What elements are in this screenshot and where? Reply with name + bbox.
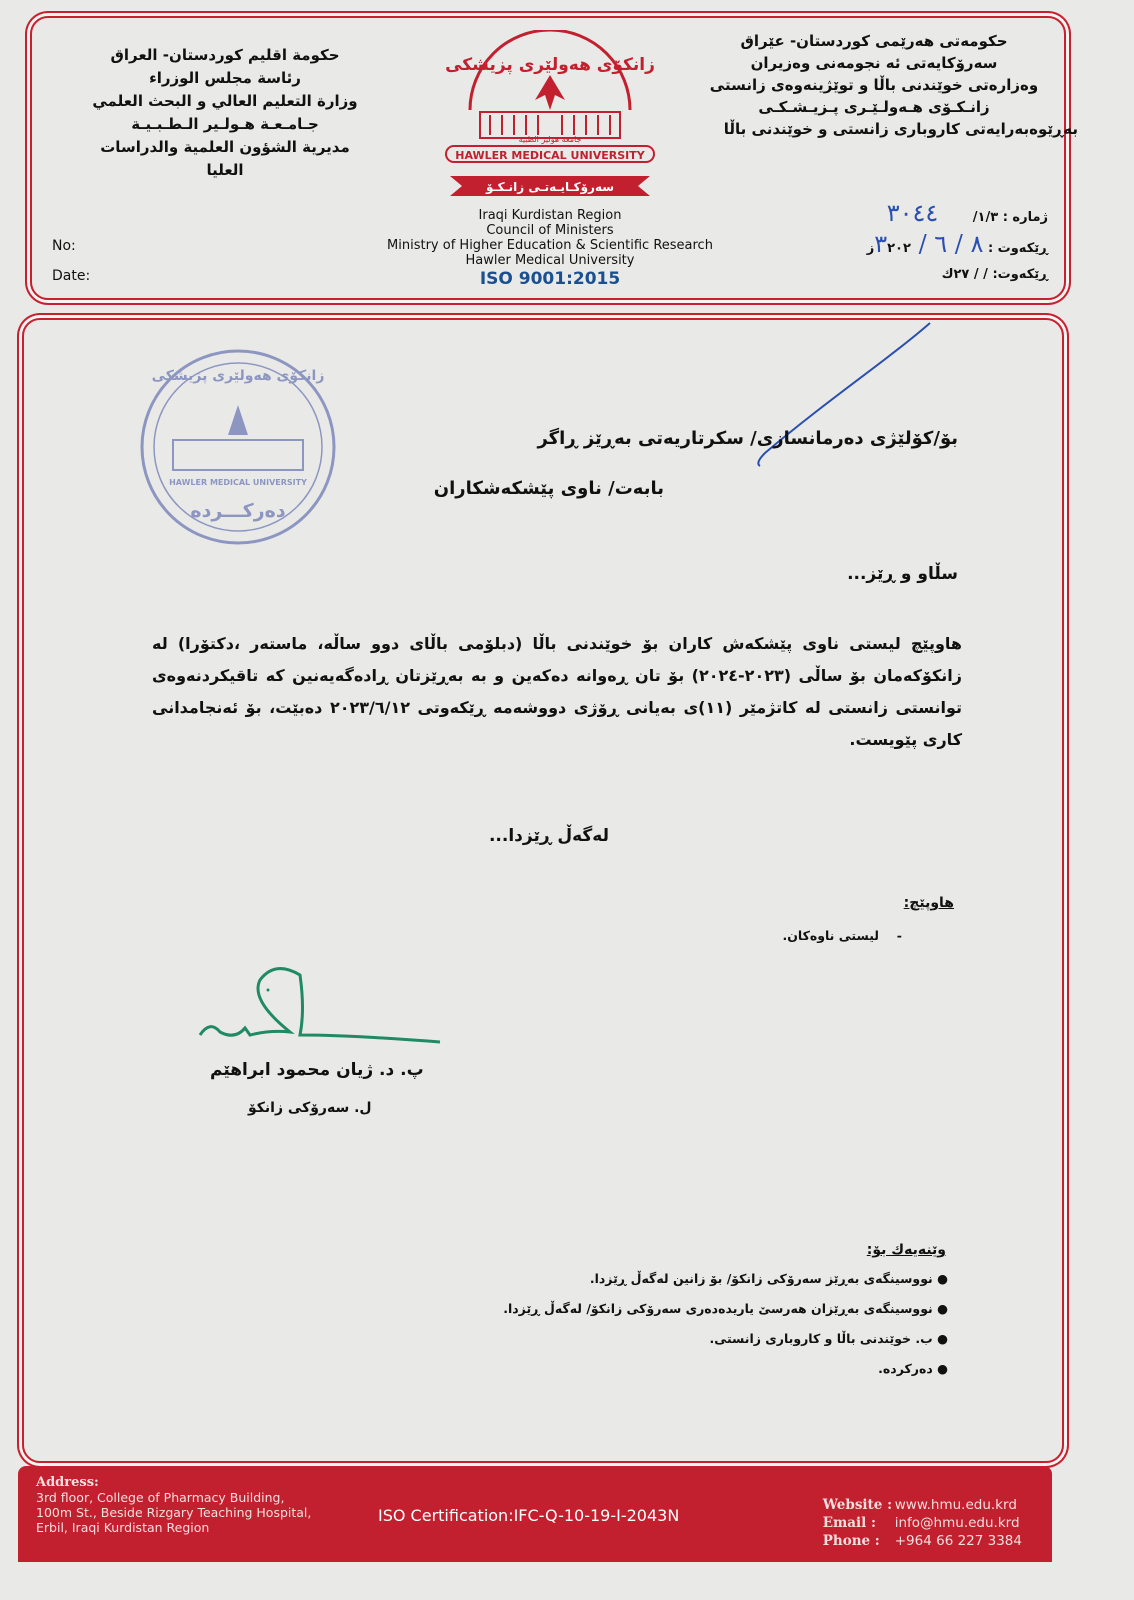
kurdish-header xyxy=(694,30,1078,140)
header-line: وزارة التعليم العالي و البحث العلمي xyxy=(92,92,358,110)
university-logo xyxy=(440,30,660,210)
cc-item-text: نووسینگەی بەڕێزان هەرسێ یاریدەدەری سەرۆکی زانکۆ/ لەگەڵ ڕێزدا. xyxy=(503,1301,933,1316)
signer-title: ل. سەرۆکی زانکۆ xyxy=(248,1100,372,1116)
header-line: سەرۆکایەتی ئه نجومەنی وەزیران xyxy=(750,54,998,72)
header-line: Iraqi Kurdistan Region xyxy=(478,208,622,223)
date-label-kurdish-2: ڕێکەوت: xyxy=(992,267,1048,282)
address-line: 3rd floor, College of Pharmacy Building, xyxy=(36,1490,285,1505)
cc-item: ● نووسینگەی بەڕێز سەرۆکی زانکۆ/ بۆ زانین لەگەڵ ڕێزدا. xyxy=(589,1271,948,1286)
address-line: Erbil, Iraqi Kurdistan Region xyxy=(36,1520,210,1535)
address-label: Address: xyxy=(36,1475,99,1490)
email-label: Email : xyxy=(822,1515,876,1531)
email-link[interactable]: info@hmu.edu.krd xyxy=(894,1515,1020,1531)
date-handwritten: ٨ / ٦ / ٣ xyxy=(874,230,984,258)
logo-arabic-text: جامعة هولير الطبية xyxy=(518,135,582,144)
date-empty: / / ٢٧ك xyxy=(941,267,988,282)
cc-title: وێنەیەك بۆ: xyxy=(866,1242,946,1258)
reference-block xyxy=(798,200,1048,288)
letter-body: هاوپێچ لیستی ناوی پێشکەش کاران بۆ خوێندنی باڵا (دبلۆمی باڵای دوو ساڵە، ماستەر ،دکتۆرا) لە زانکۆکەمان بۆ ساڵی (٢٠٢٣-٢٠٢٤) بۆ تان ڕەوانە دەکەین و بە بەڕێزتان ڕادەگەیەنین کە تاقیکردنەوەی توانستی زانستی لە کاتژمێر (١١)ی بەیانی ڕۆژی دووشەمە ڕێکەوتی ٢٠٢٣/٦/١٢ دەبێت، بۆ ئەنجامدانی کاری پێویست. xyxy=(152,634,963,749)
header-line: Hawler Medical University xyxy=(465,253,635,268)
english-header xyxy=(380,208,720,287)
footer-band xyxy=(18,1466,1052,1562)
stamp-top-text: زانکۆی هەولێری پزیشکی xyxy=(151,368,325,384)
subject: بابەت/ ناوی پێشکەشکاران xyxy=(433,478,664,499)
recipient: بۆ/کۆلێژی دەرمانسازی/ سکرتاریەتی بەڕێز ڕاگر xyxy=(537,428,958,449)
header-line: رئاسة مجلس الوزراء xyxy=(149,69,301,87)
stamp-inner-text: HAWLER MEDICAL UNIVERSITY xyxy=(169,478,307,487)
stamp-bottom-text: دەرکـــردە xyxy=(190,500,286,522)
arabic-header xyxy=(80,44,370,182)
signature xyxy=(190,960,450,1055)
header-line: زانـكـۆی هـەولـێـری پـزیـشـكـی xyxy=(758,98,990,116)
cc-item-text: ب. خوێندنی باڵا و کاروباری زانستی. xyxy=(709,1331,933,1346)
logo-english-text: HAWLER MEDICAL UNIVERSITY xyxy=(455,149,645,162)
date-label: Date: xyxy=(52,268,91,284)
header-line: وەزارەتی خوێندنی باڵا و توێژینەوەی زانستی xyxy=(709,76,1039,94)
website-label: Website : xyxy=(822,1497,893,1513)
attachment-dash: - xyxy=(896,928,902,943)
header-line: Ministry of Higher Education & Scientific Research xyxy=(387,238,713,253)
iso-label: ISO 9001:2015 xyxy=(479,269,621,289)
header-line: مديرية الشؤون العلمية والدراسات العليا xyxy=(100,138,350,179)
iso-certification: ISO Certification:IFC-Q-10-19-I-2043N xyxy=(378,1506,680,1525)
no-label: No: xyxy=(52,238,76,254)
header-line: حكومة اقليم كوردستان- العراق xyxy=(110,46,340,64)
banner-text: سەرۆكـايـەتـی زانـكـۆ xyxy=(485,180,615,194)
address-line: 100m St., Beside Rizgary Teaching Hospital, xyxy=(36,1505,312,1520)
attachment-item: لیستی ناوەکان. xyxy=(782,928,879,943)
cc-list xyxy=(503,1264,948,1384)
logo-kurdish-text: زانکۆی هەولێری پزیشکی xyxy=(445,55,655,75)
ref-number-handwritten: ٣٠٤٤ xyxy=(886,199,939,227)
greeting: سڵاو و ڕێز... xyxy=(847,564,958,584)
cc-item-text: نووسینگەی بەڕێز سەرۆکی زانکۆ/ بۆ زانین لەگەڵ ڕێزدا. xyxy=(589,1271,933,1286)
header-line: جـامـعـة هـولـير الـطـبـيـة xyxy=(131,115,319,133)
header-line: حکومەتی هەرێمی کوردستان- عێراق xyxy=(740,32,1008,50)
website-link[interactable]: www.hmu.edu.krd xyxy=(894,1497,1017,1513)
phone-number: +964 66 227 3384 xyxy=(894,1533,1022,1549)
cc-item: ● ب. خوێندنی باڵا و کاروباری زانستی. xyxy=(709,1331,948,1346)
cc-item: ● نووسینگەی بەڕێزان هەرسێ یاریدەدەری سەرۆکی زانکۆ/ لەگەڵ ڕێزدا. xyxy=(503,1301,948,1316)
ref-number-label: ژمارە : ١/٣/ xyxy=(972,210,1048,225)
phone-label: Phone : xyxy=(822,1533,880,1549)
header-line: بەڕێوەبەرایەتی کاروباری زانستی و خوێندنی باڵا xyxy=(723,120,1078,138)
official-stamp xyxy=(138,345,338,550)
footer-contacts xyxy=(823,1496,1022,1550)
cc-item: ● دەرکردە. xyxy=(878,1361,948,1376)
cc-item-text: دەرکردە. xyxy=(878,1361,933,1376)
closing: لەگەڵ ڕێزدا... xyxy=(488,826,609,846)
header-line: Council of Ministers xyxy=(486,223,614,238)
signer-name: پ. د. ژیان محمود ابراهێم xyxy=(210,1060,424,1080)
attachment-title: هاوپێچ: xyxy=(903,895,954,911)
date-suffix: ٢٠٢ز xyxy=(866,241,911,256)
footer-address xyxy=(36,1474,311,1535)
date-label-kurdish: ڕێکەوت : xyxy=(987,241,1048,256)
